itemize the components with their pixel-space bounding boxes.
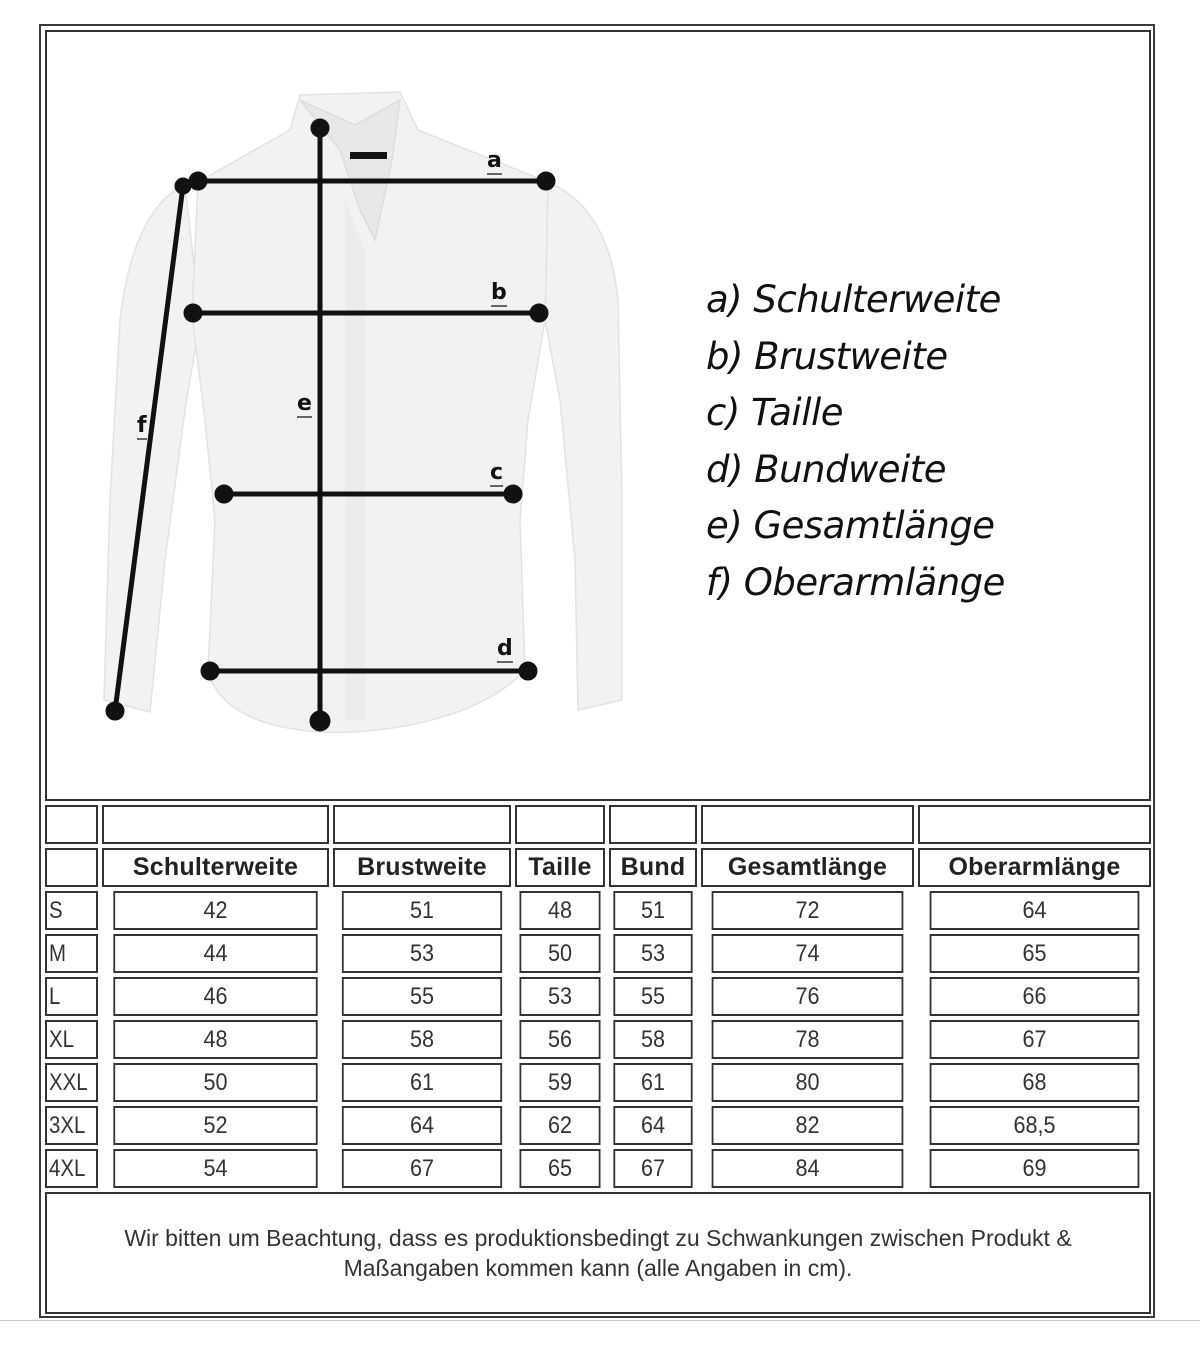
- table-cell: 65: [520, 1149, 601, 1188]
- table-cell: 67: [613, 1149, 692, 1188]
- table-cell: 58: [613, 1020, 692, 1059]
- size-label: 4XL: [45, 1149, 98, 1188]
- label-d: d: [497, 636, 513, 661]
- size-label: XXL: [45, 1063, 98, 1102]
- table-cell: 53: [520, 977, 601, 1016]
- label-e: e: [297, 391, 312, 416]
- table-cell: 84: [712, 1149, 904, 1188]
- table-cell: 76: [712, 977, 904, 1016]
- table-cell: 50: [520, 934, 601, 973]
- table-cell: 42: [113, 891, 317, 930]
- label-a: a: [487, 148, 502, 173]
- table-cell: 58: [342, 1020, 502, 1059]
- legend-item-d: d) Bundweite: [706, 447, 947, 491]
- table-cell: 66: [930, 977, 1140, 1016]
- empty-cell: [333, 805, 511, 844]
- disclaimer-note: [45, 1192, 1151, 1314]
- table-cell: 53: [613, 934, 692, 973]
- table-cell: 54: [113, 1149, 317, 1188]
- header-schulterweite: Schulterweite: [102, 848, 329, 887]
- legend-item-b: b) Brustweite: [706, 334, 948, 378]
- page-divider: [0, 1320, 1200, 1321]
- table-cell: 59: [520, 1063, 601, 1102]
- size-label: L: [45, 977, 98, 1016]
- empty-cell: [609, 805, 697, 844]
- table-cell: 62: [520, 1106, 601, 1145]
- table-cell: 65: [930, 934, 1140, 973]
- size-label: 3XL: [45, 1106, 98, 1145]
- legend-item-a: a) Schulterweite: [706, 278, 1001, 321]
- table-cell: 55: [342, 977, 502, 1016]
- header-brustweite: Brustweite: [333, 848, 511, 887]
- header-gesamtlaenge: Gesamtlänge: [701, 848, 914, 887]
- disclaimer-line-1: Wir bitten um Beachtung, dass es produktionsbedingt zu Schwankungen zwischen Produkt &: [124, 1225, 1072, 1251]
- table-cell: 46: [113, 977, 317, 1016]
- table-cell: 69: [930, 1149, 1140, 1188]
- table-cell: 53: [342, 934, 502, 973]
- header-taille: Taille: [515, 848, 605, 887]
- table-cell: 72: [712, 891, 904, 930]
- table-cell: 50: [113, 1063, 317, 1102]
- table-cell: 51: [613, 891, 692, 930]
- legend-item-e: e) Gesamtlänge: [706, 504, 995, 547]
- empty-cell: [918, 805, 1151, 844]
- table-cell: 82: [712, 1106, 904, 1145]
- table-cell: 52: [113, 1106, 317, 1145]
- header-size: [45, 848, 98, 887]
- table-cell: 68,5: [930, 1106, 1140, 1145]
- measurement-legend: [706, 272, 1005, 611]
- table-cell: 56: [520, 1020, 601, 1059]
- table-cell: 51: [342, 891, 502, 930]
- table-cell: 44: [113, 934, 317, 973]
- table-cell: 48: [113, 1020, 317, 1059]
- disclaimer-line-2: Maßangaben kommen kann (alle Angaben in cm).: [343, 1255, 853, 1281]
- table-cell: 67: [930, 1020, 1140, 1059]
- label-f: f: [137, 413, 147, 438]
- label-c: c: [490, 460, 504, 485]
- table-cell: 78: [712, 1020, 904, 1059]
- legend-item-c: c) Taille: [706, 391, 844, 434]
- size-label: M: [45, 934, 98, 973]
- table-cell: 61: [613, 1063, 692, 1102]
- table-cell: 48: [520, 891, 601, 930]
- header-bund: Bund: [609, 848, 697, 887]
- header-oberarmlaenge: Oberarmlänge: [918, 848, 1151, 887]
- empty-cell: [102, 805, 329, 844]
- table-cell: 68: [930, 1063, 1140, 1102]
- table-cell: 55: [613, 977, 692, 1016]
- size-label: S: [45, 891, 98, 930]
- brand-tag: [350, 152, 387, 159]
- empty-cell: [45, 805, 98, 844]
- table-cell: 64: [930, 891, 1140, 930]
- table-cell: 61: [342, 1063, 502, 1102]
- table-cell: 64: [342, 1106, 502, 1145]
- empty-cell: [515, 805, 605, 844]
- table-cell: 67: [342, 1149, 502, 1188]
- empty-cell: [701, 805, 914, 844]
- size-label: XL: [45, 1020, 98, 1059]
- legend-item-f: f) Oberarmlänge: [706, 560, 1005, 604]
- table-cell: 64: [613, 1106, 692, 1145]
- table-cell: 80: [712, 1063, 904, 1102]
- label-b: b: [491, 280, 507, 305]
- table-cell: 74: [712, 934, 904, 973]
